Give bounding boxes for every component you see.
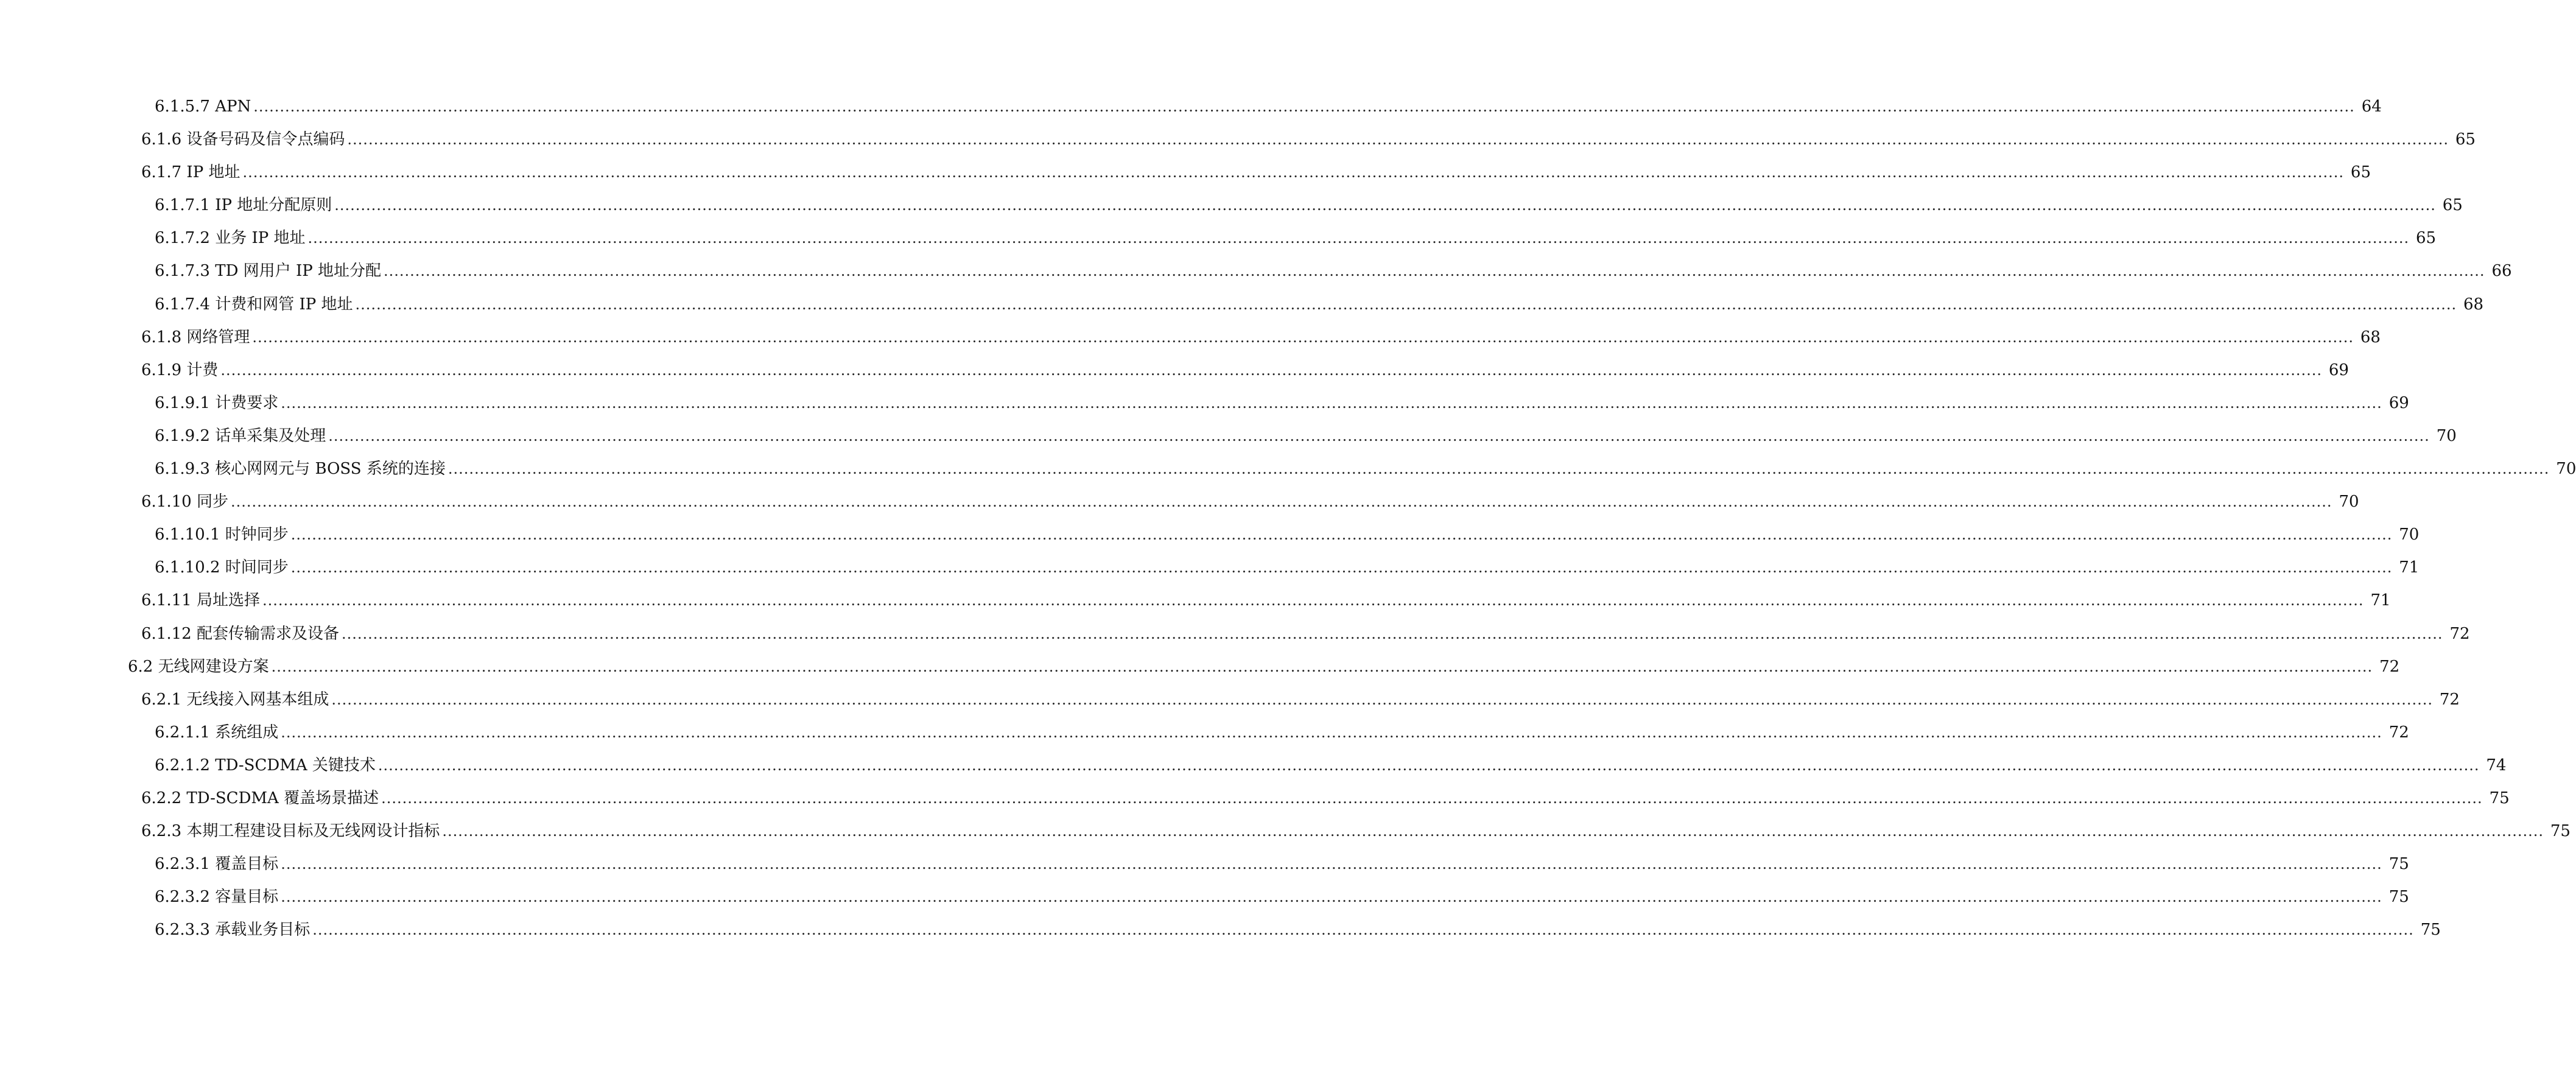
toc-entry-title: 6.1.12 配套传输需求及设备 xyxy=(141,624,339,643)
toc-entry-title: 6.1.8 网络管理 xyxy=(141,328,250,346)
toc-entry-page: 72 xyxy=(2439,690,2460,709)
toc-entry-page: 65 xyxy=(2416,229,2437,248)
toc-entry-page: 69 xyxy=(2328,360,2349,379)
toc-entry-title: 6.2.3 本期工程建设目标及无线网设计指标 xyxy=(141,822,440,841)
toc-entry-title: 6.2.1.2 TD-SCDMA 关键技术 xyxy=(155,756,376,775)
toc-entry-title: 6.2.2 TD-SCDMA 覆盖场景描述 xyxy=(141,789,379,807)
toc-entry-page: 75 xyxy=(2550,822,2571,841)
toc-entry-title: 6.2.3.3 承载业务目标 xyxy=(155,921,311,940)
toc-entry-title: 6.2.1 无线接入网基本组成 xyxy=(141,690,329,709)
toc-entry[interactable] xyxy=(0,525,2420,558)
toc-leader-dots: ................................................................................................................................................................................................................................................................................................................................................................................................................ xyxy=(383,262,2485,280)
toc-entry-page: 65 xyxy=(2350,163,2371,182)
toc-entry-title: 6.2 无线网建设方案 xyxy=(128,657,269,676)
toc-entry-title: 6.1.5.7 APN xyxy=(155,97,251,116)
toc-entry[interactable] xyxy=(0,657,2400,690)
toc-entry-title: 6.1.9.3 核心网网元与 BOSS 系统的连接 xyxy=(155,460,446,479)
toc-leader-dots: ................................................................................................................................................................................................................................................................................................................................................................................................................ xyxy=(252,328,2354,346)
toc-entry[interactable] xyxy=(0,97,2382,130)
toc-entry[interactable] xyxy=(0,130,2476,163)
toc-leader-dots: ................................................................................................................................................................................................................................................................................................................................................................................................................ xyxy=(220,361,2322,379)
toc-leader-dots: ................................................................................................................................................................................................................................................................................................................................................................................................................ xyxy=(377,756,2480,774)
toc-entry[interactable] xyxy=(0,262,2512,295)
toc-entry-page: 69 xyxy=(2388,393,2409,412)
toc-entry-page: 65 xyxy=(2442,196,2463,215)
toc-leader-dots: ................................................................................................................................................................................................................................................................................................................................................................................................................ xyxy=(230,493,2332,511)
toc-leader-dots: ................................................................................................................................................................................................................................................................................................................................................................................................................ xyxy=(281,855,2382,873)
toc-entry-title: 6.1.7.1 IP 地址分配原则 xyxy=(155,196,332,215)
toc-entry[interactable] xyxy=(0,295,2484,328)
toc-entry-page: 75 xyxy=(2388,888,2409,907)
toc-leader-dots: ................................................................................................................................................................................................................................................................................................................................................................................................................ xyxy=(281,723,2382,741)
toc-leader-dots: ................................................................................................................................................................................................................................................................................................................................................................................................................ xyxy=(331,690,2433,708)
toc-entry-page: 66 xyxy=(2491,262,2512,281)
toc-leader-dots: ................................................................................................................................................................................................................................................................................................................................................................................................................ xyxy=(442,823,2544,840)
toc-entry-page: 68 xyxy=(2463,295,2484,314)
toc-leader-dots: ................................................................................................................................................................................................................................................................................................................................................................................................................ xyxy=(271,658,2373,675)
toc-entry[interactable] xyxy=(0,460,2576,493)
toc-entry[interactable] xyxy=(0,888,2409,921)
toc-entry-page: 75 xyxy=(2489,789,2510,807)
toc-leader-dots: ................................................................................................................................................................................................................................................................................................................................................................................................................ xyxy=(328,427,2430,444)
toc-entry-page: 71 xyxy=(2370,591,2391,610)
toc-leader-dots: ................................................................................................................................................................................................................................................................................................................................................................................................................ xyxy=(281,394,2382,412)
toc-entry[interactable] xyxy=(0,723,2409,756)
toc-entry[interactable] xyxy=(0,855,2409,888)
toc-entry[interactable] xyxy=(0,921,2441,954)
toc-entry[interactable] xyxy=(0,756,2507,789)
toc-entry[interactable] xyxy=(0,493,2359,525)
toc-entry-title: 6.1.7.3 TD 网用户 IP 地址分配 xyxy=(155,262,381,281)
toc-entry[interactable] xyxy=(0,328,2381,361)
toc-leader-dots: ................................................................................................................................................................................................................................................................................................................................................................................................................ xyxy=(355,295,2457,313)
toc-entry-title: 6.2.3.2 容量目标 xyxy=(155,888,279,907)
toc-entry-page: 70 xyxy=(2436,426,2457,445)
toc-leader-dots: ................................................................................................................................................................................................................................................................................................................................................................................................................ xyxy=(381,789,2483,807)
toc-entry-page: 64 xyxy=(2361,97,2382,116)
toc-entry[interactable] xyxy=(0,393,2409,427)
toc-entry[interactable] xyxy=(0,822,2571,855)
toc-entry-title: 6.2.3.1 覆盖目标 xyxy=(155,855,279,874)
toc-entry[interactable] xyxy=(0,789,2510,822)
toc-entry-page: 72 xyxy=(2379,657,2400,676)
toc-entry-page: 74 xyxy=(2486,756,2507,775)
toc-leader-dots: ................................................................................................................................................................................................................................................................................................................................................................................................................ xyxy=(347,131,2449,149)
toc-leader-dots: ................................................................................................................................................................................................................................................................................................................................................................................................................ xyxy=(253,98,2355,115)
toc-entry[interactable] xyxy=(0,690,2460,723)
toc-entry-title: 6.1.9.2 话单采集及处理 xyxy=(155,426,326,445)
toc-leader-dots: ................................................................................................................................................................................................................................................................................................................................................................................................................ xyxy=(334,197,2436,214)
toc-entry-page: 70 xyxy=(2339,493,2359,511)
toc-entry[interactable] xyxy=(0,196,2463,229)
toc-entry-page: 68 xyxy=(2360,328,2381,346)
toc-entry-title: 6.1.10 同步 xyxy=(141,493,228,511)
toc-entry[interactable] xyxy=(0,558,2420,591)
toc-entry-page: 71 xyxy=(2399,558,2420,577)
toc-leader-dots: ................................................................................................................................................................................................................................................................................................................................................................................................................ xyxy=(312,921,2414,939)
toc-leader-dots: ................................................................................................................................................................................................................................................................................................................................................................................................................ xyxy=(290,559,2393,577)
table-of-contents xyxy=(0,97,2576,954)
toc-entry-title: 6.1.11 局址选择 xyxy=(141,591,260,610)
toc-entry[interactable] xyxy=(0,163,2371,196)
toc-entry-title: 6.2.1.1 系统组成 xyxy=(155,723,279,742)
toc-leader-dots: ................................................................................................................................................................................................................................................................................................................................................................................................................ xyxy=(242,164,2345,181)
toc-entry-title: 6.1.9 计费 xyxy=(141,360,219,379)
toc-entry-title: 6.1.7 IP 地址 xyxy=(141,163,240,182)
toc-leader-dots: ................................................................................................................................................................................................................................................................................................................................................................................................................ xyxy=(290,526,2393,544)
toc-leader-dots: ................................................................................................................................................................................................................................................................................................................................................................................................................ xyxy=(281,888,2382,906)
toc-entry[interactable] xyxy=(0,591,2391,624)
toc-leader-dots: ................................................................................................................................................................................................................................................................................................................................................................................................................ xyxy=(262,592,2364,610)
toc-entry-page: 75 xyxy=(2388,855,2409,874)
toc-entry-page: 70 xyxy=(2556,460,2576,479)
toc-entry[interactable] xyxy=(0,624,2470,658)
toc-leader-dots: ................................................................................................................................................................................................................................................................................................................................................................................................................ xyxy=(307,230,2410,247)
toc-entry-page: 72 xyxy=(2449,624,2470,643)
toc-entry-title: 6.1.10.2 时间同步 xyxy=(155,558,289,577)
toc-entry-title: 6.1.10.1 时钟同步 xyxy=(155,525,289,544)
toc-entry-page: 65 xyxy=(2455,130,2476,149)
toc-entry-title: 6.1.9.1 计费要求 xyxy=(155,393,279,412)
toc-entry-page: 70 xyxy=(2399,525,2420,544)
toc-entry-title: 6.1.7.4 计费和网管 IP 地址 xyxy=(155,295,353,314)
toc-entry-page: 72 xyxy=(2388,723,2409,742)
toc-leader-dots: ................................................................................................................................................................................................................................................................................................................................................................................................................ xyxy=(447,460,2550,478)
toc-entry-title: 6.1.7.2 业务 IP 地址 xyxy=(155,229,306,248)
toc-entry[interactable] xyxy=(0,426,2457,460)
toc-leader-dots: ................................................................................................................................................................................................................................................................................................................................................................................................................ xyxy=(341,625,2443,642)
toc-entry[interactable] xyxy=(0,229,2437,262)
toc-entry-title: 6.1.6 设备号码及信令点编码 xyxy=(141,130,345,149)
toc-entry-page: 75 xyxy=(2420,921,2441,940)
toc-entry[interactable] xyxy=(0,360,2349,394)
